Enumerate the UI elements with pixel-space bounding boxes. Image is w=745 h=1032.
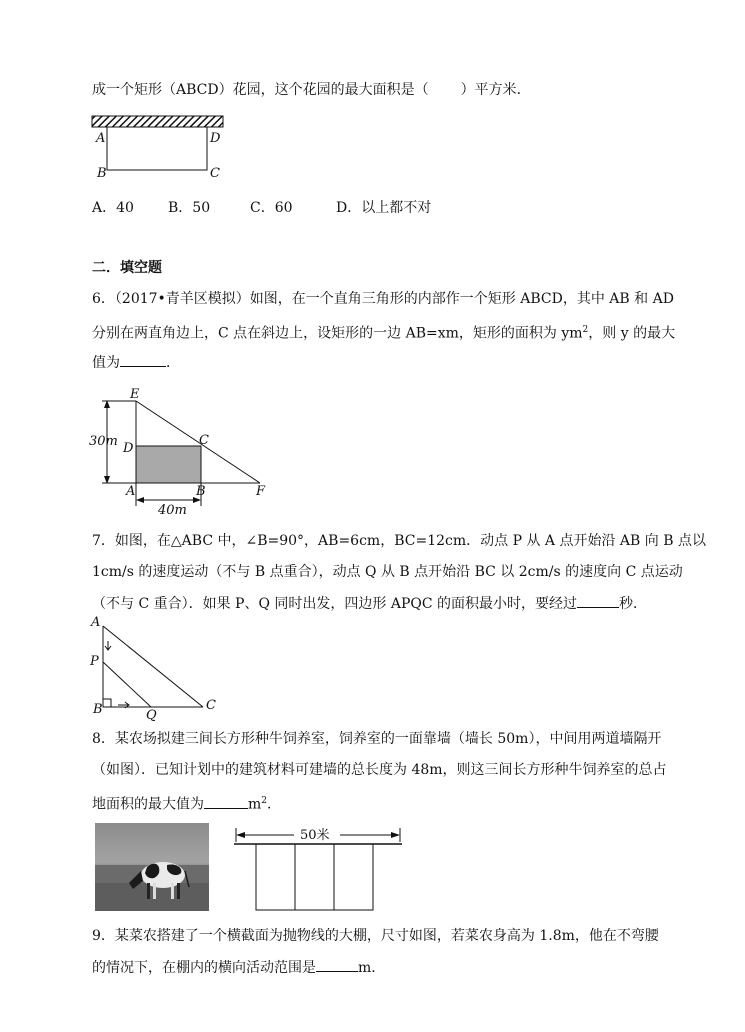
q8-line3-b: m bbox=[248, 796, 262, 813]
label-C: C bbox=[199, 433, 209, 448]
q8-line3-sup: 2 bbox=[261, 796, 268, 806]
label-A: A bbox=[96, 131, 106, 146]
q5-figure bbox=[90, 113, 230, 183]
label-Q: Q bbox=[146, 708, 157, 723]
q6-answer-blank[interactable] bbox=[120, 352, 166, 367]
q7-answer-blank[interactable] bbox=[577, 593, 619, 608]
option-a: A．40 bbox=[92, 200, 134, 216]
label-A: A bbox=[91, 615, 101, 630]
q8-line3-a: 地面积的最大值为 bbox=[92, 796, 204, 813]
label-A: A bbox=[126, 484, 136, 499]
q9-answer-blank[interactable] bbox=[316, 957, 358, 972]
q8-line3 bbox=[92, 791, 281, 815]
q7-line1: 7．如图，在△ABC 中，∠B=90°，AB=6cm，BC=12cm．动点 P 从 A 点开始沿 AB 向 B 点以 bbox=[92, 533, 706, 549]
label-B: B bbox=[93, 702, 103, 717]
option-d: D．以上都不对 bbox=[336, 200, 432, 216]
label-P: P bbox=[90, 654, 99, 669]
section-title: 二．填空题 bbox=[92, 260, 162, 276]
q6-line3-b: ． bbox=[166, 355, 180, 371]
garden-rectangle bbox=[107, 127, 207, 170]
q6-line2-a: 分别在两直角边上，C 点在斜边上，设矩形的一边 AB=xm，矩形的面积为 ym bbox=[92, 325, 583, 342]
q5-text-line bbox=[92, 80, 531, 100]
q9-line2-b: m． bbox=[358, 960, 386, 976]
label-B: B bbox=[196, 484, 206, 499]
pen-outline bbox=[256, 844, 373, 910]
label-C: C bbox=[206, 698, 216, 713]
right-angle-mark bbox=[103, 699, 111, 707]
height-label: 30m bbox=[89, 434, 118, 449]
label-E: E bbox=[130, 387, 140, 402]
cow-photo bbox=[95, 823, 209, 911]
q8-line3-c: ． bbox=[267, 796, 282, 813]
shaded-rectangle bbox=[136, 446, 201, 483]
q7-line3-b: 秒． bbox=[619, 596, 648, 612]
q7-line3-a: （不与 C 重合）．如果 P、Q 同时出发，四边形 APQC 的面积最小时，要经过 bbox=[92, 596, 578, 612]
label-D: D bbox=[210, 131, 221, 146]
label-D: D bbox=[123, 441, 134, 456]
q8-answer-blank[interactable] bbox=[204, 794, 248, 809]
q7-figure bbox=[90, 615, 230, 723]
q6-line2-b: ，则 y 的最大 bbox=[588, 325, 676, 342]
q9-line2 bbox=[92, 957, 385, 978]
width-label: 40m bbox=[158, 503, 187, 518]
q5-text-end: ）平方米． bbox=[460, 82, 531, 98]
q6-line2 bbox=[92, 320, 675, 344]
q9-line1: 9．某菜农搭建了一个横截面为抛物线的大棚，尺寸如图，若菜农身高为 1.8m，他在不弯腰 bbox=[92, 928, 659, 944]
option-b: B．50 bbox=[168, 200, 211, 216]
q6-figure bbox=[88, 388, 278, 518]
q5-text: 成一个矩形（ABCD）花园，这个花园的最大面积是（ bbox=[92, 82, 429, 98]
label-B: B bbox=[97, 166, 107, 181]
label-F: F bbox=[256, 484, 266, 499]
wall-length-label: 50米 bbox=[300, 828, 330, 843]
q8-line2: （如图）．已知计划中的建筑材料可建墙的总长度为 48m，则这三间长方形种牛饲养室的总占 bbox=[92, 762, 667, 778]
q6-line3 bbox=[92, 352, 180, 373]
q7-line2: 1cm/s 的速度运动（不与 B 点重合），动点 Q 从 B 点开始沿 BC 以 2cm/s 的速度向 C 点运动 bbox=[92, 564, 683, 580]
wall-hatch bbox=[92, 116, 223, 127]
q9-line2-a: 的情况下，在棚内的横向活动范围是 bbox=[92, 960, 316, 976]
label-C: C bbox=[210, 166, 220, 181]
q8-figure bbox=[232, 822, 407, 912]
q7-line3 bbox=[92, 593, 647, 614]
q6-line3-a: 值为 bbox=[92, 355, 120, 371]
option-c: C．60 bbox=[250, 200, 293, 216]
q8-line1: 8．某农场拟建三间长方形种牛饲养室，饲养室的一面靠墙（墙长 50m），中间用两道墙隔开 bbox=[92, 731, 662, 747]
q6-line2-sup: 2 bbox=[582, 325, 589, 335]
q6-line1: 6．（2017•青羊区模拟）如图，在一个直角三角形的内部作一个矩形 ABCD，其中 AB 和 AD bbox=[92, 291, 674, 307]
